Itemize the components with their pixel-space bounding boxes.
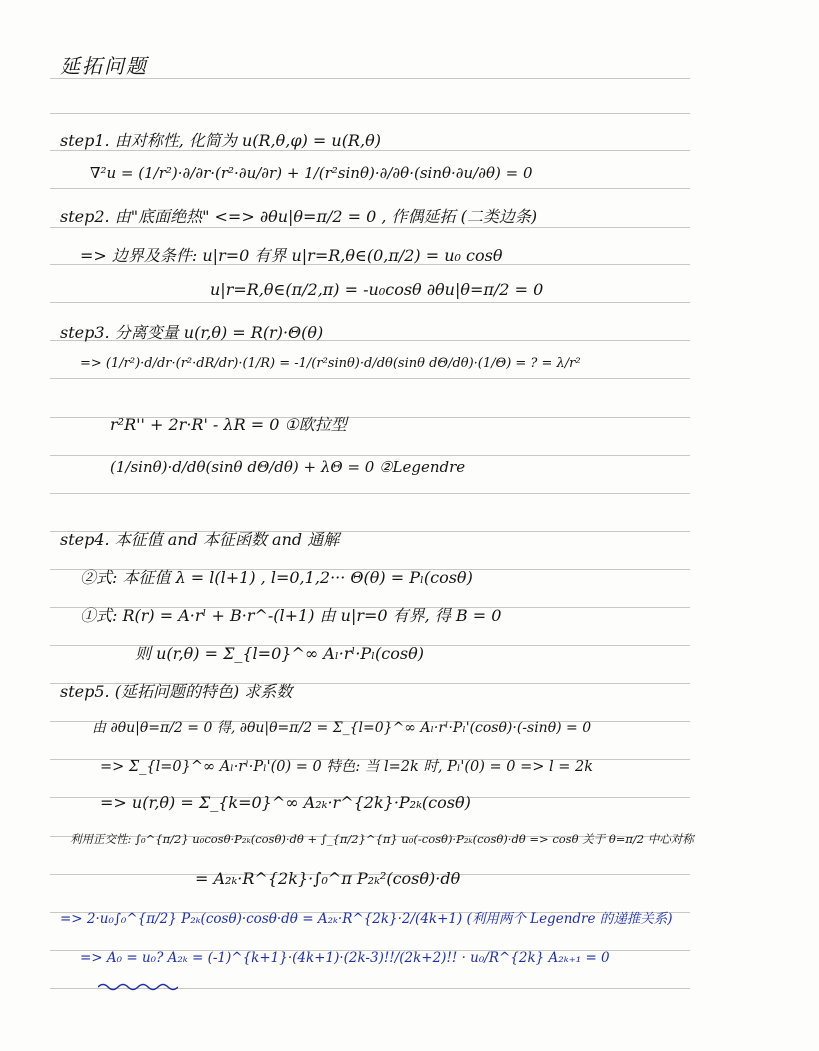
derivative-condition: 由 ∂θu|θ=π/2 = 0 得, ∂θu|θ=π/2 = Σ_{l=0}^∞ Aₗ·rˡ·Pₗ'(cosθ)·(-sinθ) = 0 xyxy=(92,720,592,736)
step1-line: step1. 由对称性, 化简为 u(R,θ,φ) = u(R,θ) xyxy=(60,131,381,150)
orthogonality-line: 利用正交性: ∫₀^{π/2} u₀cosθ·P₂ₖ(cosθ)·dθ + ∫_{π/2}^{π} u₀(-cosθ)·P₂ₖ(cosθ)·dθ => cosθ 关于 θ=π/2 中心对称 xyxy=(70,832,694,846)
step5-line: step5. (延拓问题的特色) 求系数 xyxy=(60,682,293,701)
recursion-line: => 2·u₀∫₀^{π/2} P₂ₖ(cosθ)·cosθ·dθ = A₂ₖ·R^{2k}·2/(4k+1) (利用两个 Legendre 的递推关系) xyxy=(60,911,673,927)
legendre-equation: (1/sinθ)·d/dθ(sinθ dΘ/dθ) + λΘ = 0 ②Legendre xyxy=(110,458,466,476)
ruled-line xyxy=(50,455,690,456)
step4-line: step4. 本征值 and 本征函数 and 通解 xyxy=(60,530,340,549)
euler-equation: r²R'' + 2r·R' - λR = 0 ①欧拉型 xyxy=(110,415,347,434)
ruled-line xyxy=(50,493,690,494)
separation-equation: => (1/r²)·d/dr·(r²·dR/dr)·(1/R) = -1/(r²sinθ)·d/dθ(sinθ dΘ/dθ)·(1/Θ) = ? = λ/r² xyxy=(80,356,581,371)
laplace-equation: ∇²u = (1/r²)·∂/∂r·(r²·∂u/∂r) + 1/(r²sinθ)·∂/∂θ·(sinθ·∂u/∂θ) = 0 xyxy=(90,164,533,182)
wavy-underline xyxy=(98,982,178,992)
even-solution: => u(r,θ) = Σ_{k=0}^∞ A₂ₖ·r^{2k}·P₂ₖ(cosθ) xyxy=(100,793,471,812)
ruled-line xyxy=(50,302,690,303)
parity-condition: => Σ_{l=0}^∞ Aₗ·rˡ·Pₗ'(0) = 0 特色: 当 l=2k 时, Pₗ'(0) = 0 => l = 2k xyxy=(100,759,594,775)
step3-line: step3. 分离变量 u(r,θ) = R(r)·Θ(θ) xyxy=(60,323,324,342)
ruled-line xyxy=(50,113,690,114)
boundary-conditions: => 边界及条件: u|r=0 有界 u|r=R,θ∈(0,π/2) = u₀ cosθ xyxy=(80,246,503,265)
general-solution: 则 u(r,θ) = Σ_{l=0}^∞ Aₗ·rˡ·Pₗ(cosθ) xyxy=(135,644,424,663)
ruled-line xyxy=(50,227,690,228)
radial-solution: ①式: R(r) = A·rˡ + B·r^-(l+1) 由 u|r=0 有界, 得 B = 0 xyxy=(80,606,502,625)
orthogonality-result: = A₂ₖ·R^{2k}·∫₀^π P₂ₖ²(cosθ)·dθ xyxy=(195,869,461,888)
eigenvalue-line: ②式: 本征值 λ = l(l+1) , l=0,1,2··· Θ(θ) = Pₗ(cosθ) xyxy=(80,568,473,587)
page-title: 延拓问题 xyxy=(60,54,148,78)
step2-line: step2. 由"底面绝热" <=> ∂θu|θ=π/2 = 0 , 作偶延拓 (二类边条) xyxy=(60,207,538,226)
boundary-conditions-2: u|r=R,θ∈(π/2,π) = -u₀cosθ ∂θu|θ=π/2 = 0 xyxy=(210,280,544,299)
coefficient-result: => A₀ = u₀? A₂ₖ = (-1)^{k+1}·(4k+1)·(2k-3)!!/(2k+2)!! · u₀/R^{2k} A₂ₖ₊₁ = 0 xyxy=(80,950,610,966)
ruled-line xyxy=(50,378,690,379)
ruled-line xyxy=(50,188,690,189)
